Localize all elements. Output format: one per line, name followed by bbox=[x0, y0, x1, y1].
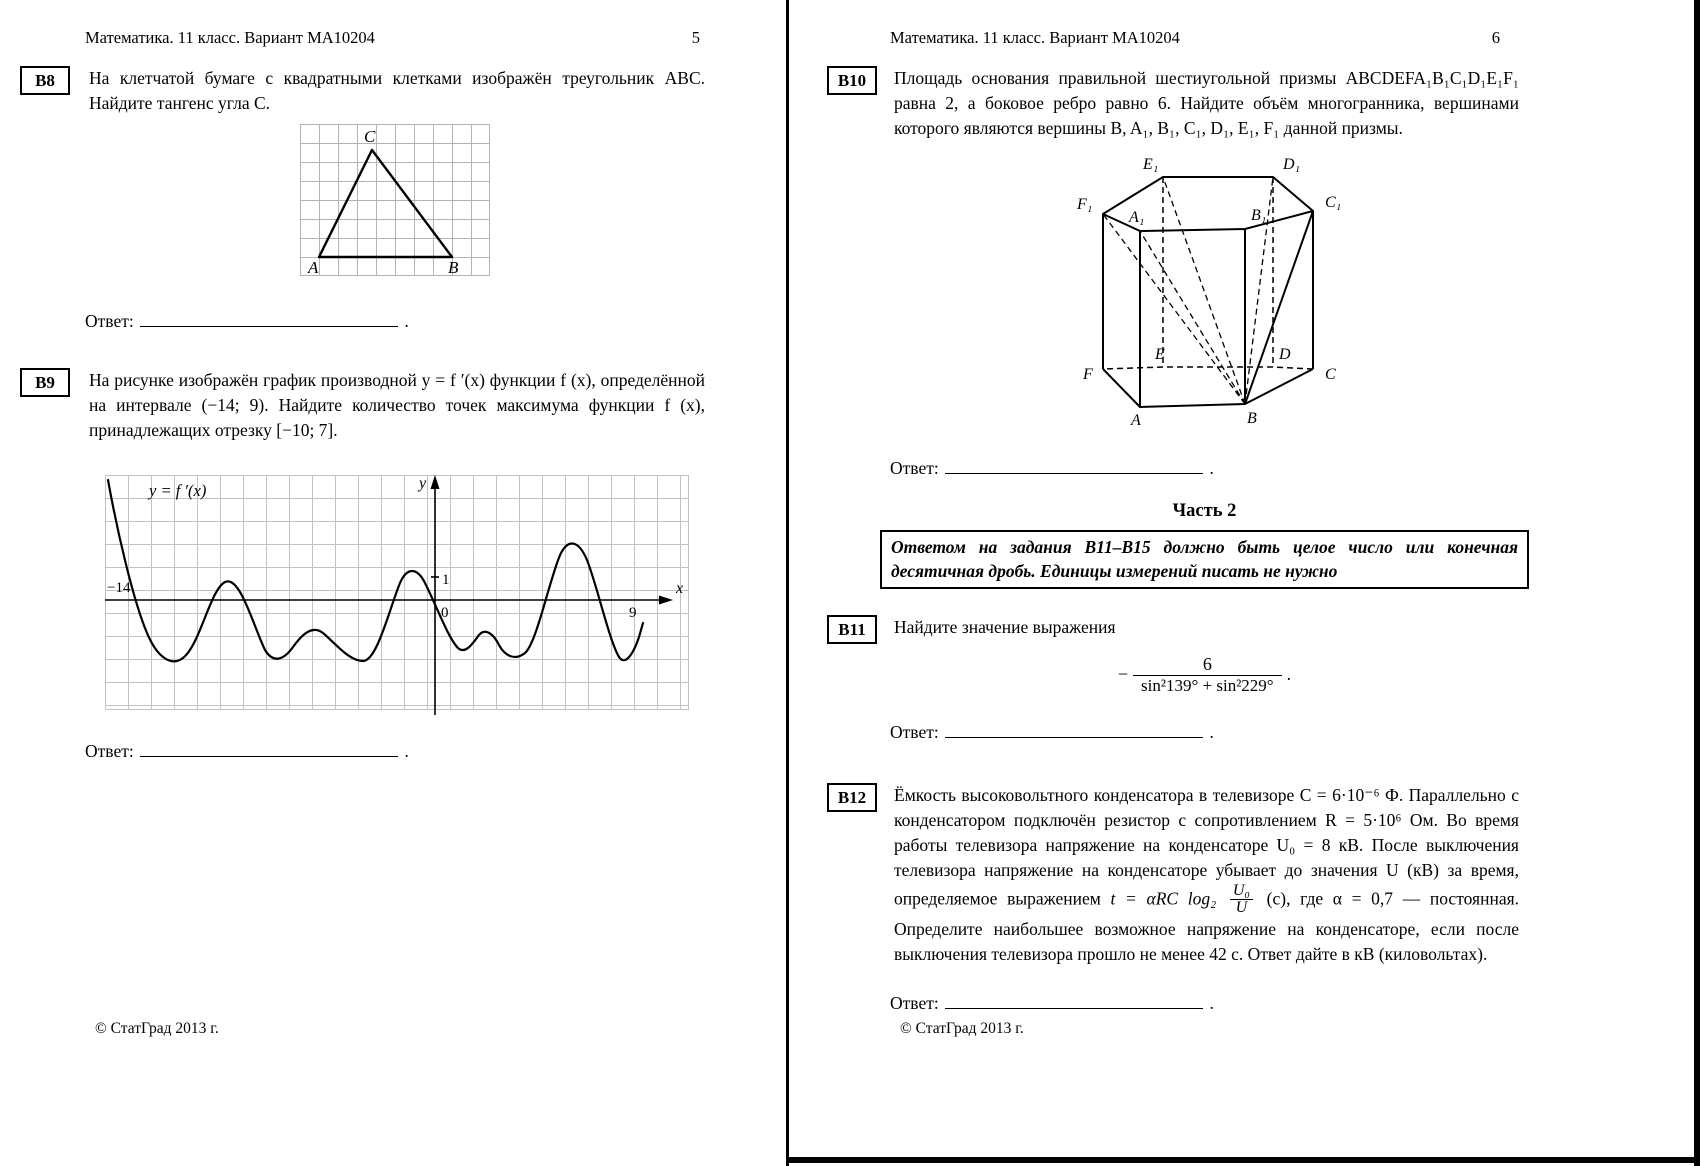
part2-notice-box: Ответом на задания В11–В15 должно быть целое число или конечная десятичная дробь. Единицы измерений писать не нужно bbox=[880, 530, 1529, 589]
formula-b12-lhs: t = αRC log₂ bbox=[1110, 887, 1217, 908]
answer-row-b10 bbox=[890, 458, 1696, 479]
page-header bbox=[85, 28, 700, 48]
problem-b11-number-box: B11 bbox=[827, 615, 877, 644]
header-title: Математика. 11 класс. Вариант МА10204 bbox=[85, 28, 375, 47]
vertex-label-a: A bbox=[1130, 412, 1141, 430]
page-number: 6 bbox=[1491, 28, 1500, 47]
page-left bbox=[0, 0, 786, 1166]
tick-label-minus14: −14 bbox=[107, 580, 131, 597]
vertex-label-a: A bbox=[308, 258, 319, 277]
page-right bbox=[790, 0, 1696, 1166]
vertex-label-c: C bbox=[364, 127, 376, 147]
problem-b8-text: На клетчатой бумаге с квадратными клетками изображён треугольник ABC. Найдите тангенс угла C. bbox=[89, 68, 705, 114]
problem-b12-text-part2: (с), где α = 0,7 — постоянная. Определите наибольшее возможное напряжение на конденсаторе, если после выключения телевизора прошло не менее 42 с. Ответ дайте в кВ (киловольтах). bbox=[894, 887, 1520, 965]
problem-b12-text bbox=[894, 783, 1519, 968]
problem-b10 bbox=[827, 66, 1519, 141]
problem-b11-text: Найдите значение выражения bbox=[894, 617, 1116, 638]
answer-blank-line bbox=[945, 722, 1203, 738]
problem-b12-text-part1: Ёмкость высоковольтного конденсатора в телевизоре C = 6·10⁻⁶ Ф. Параллельно с конденсатором подключён резистор с сопротивлением R = 5·10⁶ Ом. Во время работы телевизора напряжение на конденсаторе U₀ = 8 кВ. После выключения телевизора напряжение на конденсаторе убывает до значения U (кВ) за время, определяемое выражением bbox=[894, 784, 1519, 908]
vertex-label-d1: D₁ bbox=[1282, 156, 1300, 174]
vertex-label-e1: E₁ bbox=[1142, 156, 1158, 174]
fraction-numerator: 6 bbox=[1133, 654, 1282, 676]
vertex-label-f1: F₁ bbox=[1076, 196, 1092, 214]
grid-triangle-svg bbox=[300, 124, 490, 276]
answer-period: . bbox=[1209, 721, 1214, 742]
problem-b9-text: На рисунке изображён график производной y = f ′(x) функции f (x), определённой на интервале (−14; 9). Найдите количество точек максимума функции f (x), принадлежащих отрезку [−10; 7]. bbox=[89, 370, 705, 441]
answer-period: . bbox=[1209, 458, 1214, 479]
problem-b8 bbox=[20, 66, 705, 116]
fraction-denominator: U bbox=[1235, 899, 1248, 917]
answer-blank-line bbox=[140, 311, 398, 327]
formula-fraction bbox=[1133, 654, 1282, 695]
answer-label: Ответ: bbox=[890, 993, 939, 1014]
answer-row-b12 bbox=[890, 993, 1696, 1014]
problem-b12-number-box: B12 bbox=[827, 783, 877, 812]
answer-period: . bbox=[1209, 993, 1214, 1014]
problem-b8-number-box: B8 bbox=[20, 66, 70, 95]
vertex-label-f: F bbox=[1082, 366, 1093, 384]
x-axis-label: x bbox=[676, 580, 684, 598]
page-right-edge-line bbox=[1694, 0, 1700, 1166]
page-header bbox=[890, 28, 1500, 48]
figure-derivative-graph bbox=[105, 475, 786, 725]
fraction-numerator: U₀ bbox=[1230, 883, 1253, 901]
part2-heading: Часть 2 bbox=[1172, 501, 1237, 522]
formula-b12-fraction bbox=[1230, 883, 1253, 918]
answer-period: . bbox=[404, 311, 409, 332]
page-number: 5 bbox=[691, 28, 700, 47]
curve-label: y = f ′(x) bbox=[149, 481, 207, 501]
answer-blank-line bbox=[945, 458, 1203, 474]
vertex-label-b: B bbox=[448, 258, 459, 277]
vertex-label-a1: A₁ bbox=[1128, 209, 1144, 227]
problem-b12 bbox=[827, 783, 1519, 968]
formula-period: . bbox=[1286, 664, 1292, 685]
answer-row-b9 bbox=[85, 741, 786, 762]
problem-b11 bbox=[827, 615, 1519, 644]
answer-blank-line bbox=[945, 993, 1203, 1009]
fraction-denominator: sin²139° + sin²229° bbox=[1141, 675, 1274, 695]
y-axis-label: y bbox=[419, 475, 427, 493]
footer-copyright: © СтатГрад 2013 г. bbox=[900, 1020, 1024, 1037]
formula-b11 bbox=[890, 654, 1519, 695]
page-divider-line bbox=[786, 0, 789, 1166]
prism-hidden-edges bbox=[1103, 177, 1313, 369]
figure-hexagonal-prism bbox=[890, 149, 1519, 444]
prism-svg bbox=[1055, 149, 1355, 439]
tick-label-0: 0 bbox=[441, 605, 449, 622]
formula-minus-sign: − bbox=[1117, 664, 1129, 685]
vertex-label-c1: C₁ bbox=[1324, 194, 1341, 212]
tick-label-1: 1 bbox=[442, 572, 450, 589]
vertex-label-b1: B₁ bbox=[1250, 207, 1266, 225]
problem-b9 bbox=[20, 368, 705, 443]
vertex-label-e: E bbox=[1154, 346, 1165, 364]
answer-row-b8 bbox=[85, 311, 786, 332]
footer-copyright: © СтатГрад 2013 г. bbox=[95, 1020, 219, 1037]
answer-label: Ответ: bbox=[85, 311, 134, 332]
problem-b9-number-box: B9 bbox=[20, 368, 70, 397]
answer-label: Ответ: bbox=[890, 458, 939, 479]
grid-background bbox=[300, 124, 490, 276]
tick-label-9: 9 bbox=[629, 605, 637, 622]
problem-b10-text: Площадь основания правильной шестиугольной призмы ABCDEFA₁B₁C₁D₁E₁F₁ равна 2, а боковое ребро равно 6. Найдите объём многогранника, вершинами которого являются вершины B, A₁, B₁, C₁, D₁, E₁, F₁ данной призмы. bbox=[894, 68, 1519, 139]
vertex-label-c: C bbox=[1324, 366, 1336, 384]
answer-label: Ответ: bbox=[85, 741, 134, 762]
vertex-label-d: D bbox=[1278, 346, 1291, 364]
problem-b10-number-box: B10 bbox=[827, 66, 877, 95]
answer-row-b11 bbox=[890, 722, 1696, 743]
header-title: Математика. 11 класс. Вариант МА10204 bbox=[890, 28, 1180, 47]
answer-period: . bbox=[404, 741, 409, 762]
derivative-graph-svg bbox=[105, 475, 695, 720]
answer-blank-line bbox=[140, 741, 398, 757]
figure-grid-triangle bbox=[85, 124, 705, 281]
answer-label: Ответ: bbox=[890, 721, 939, 742]
page-bottom-edge-line bbox=[789, 1157, 1700, 1163]
vertex-label-b: B bbox=[1246, 410, 1257, 428]
